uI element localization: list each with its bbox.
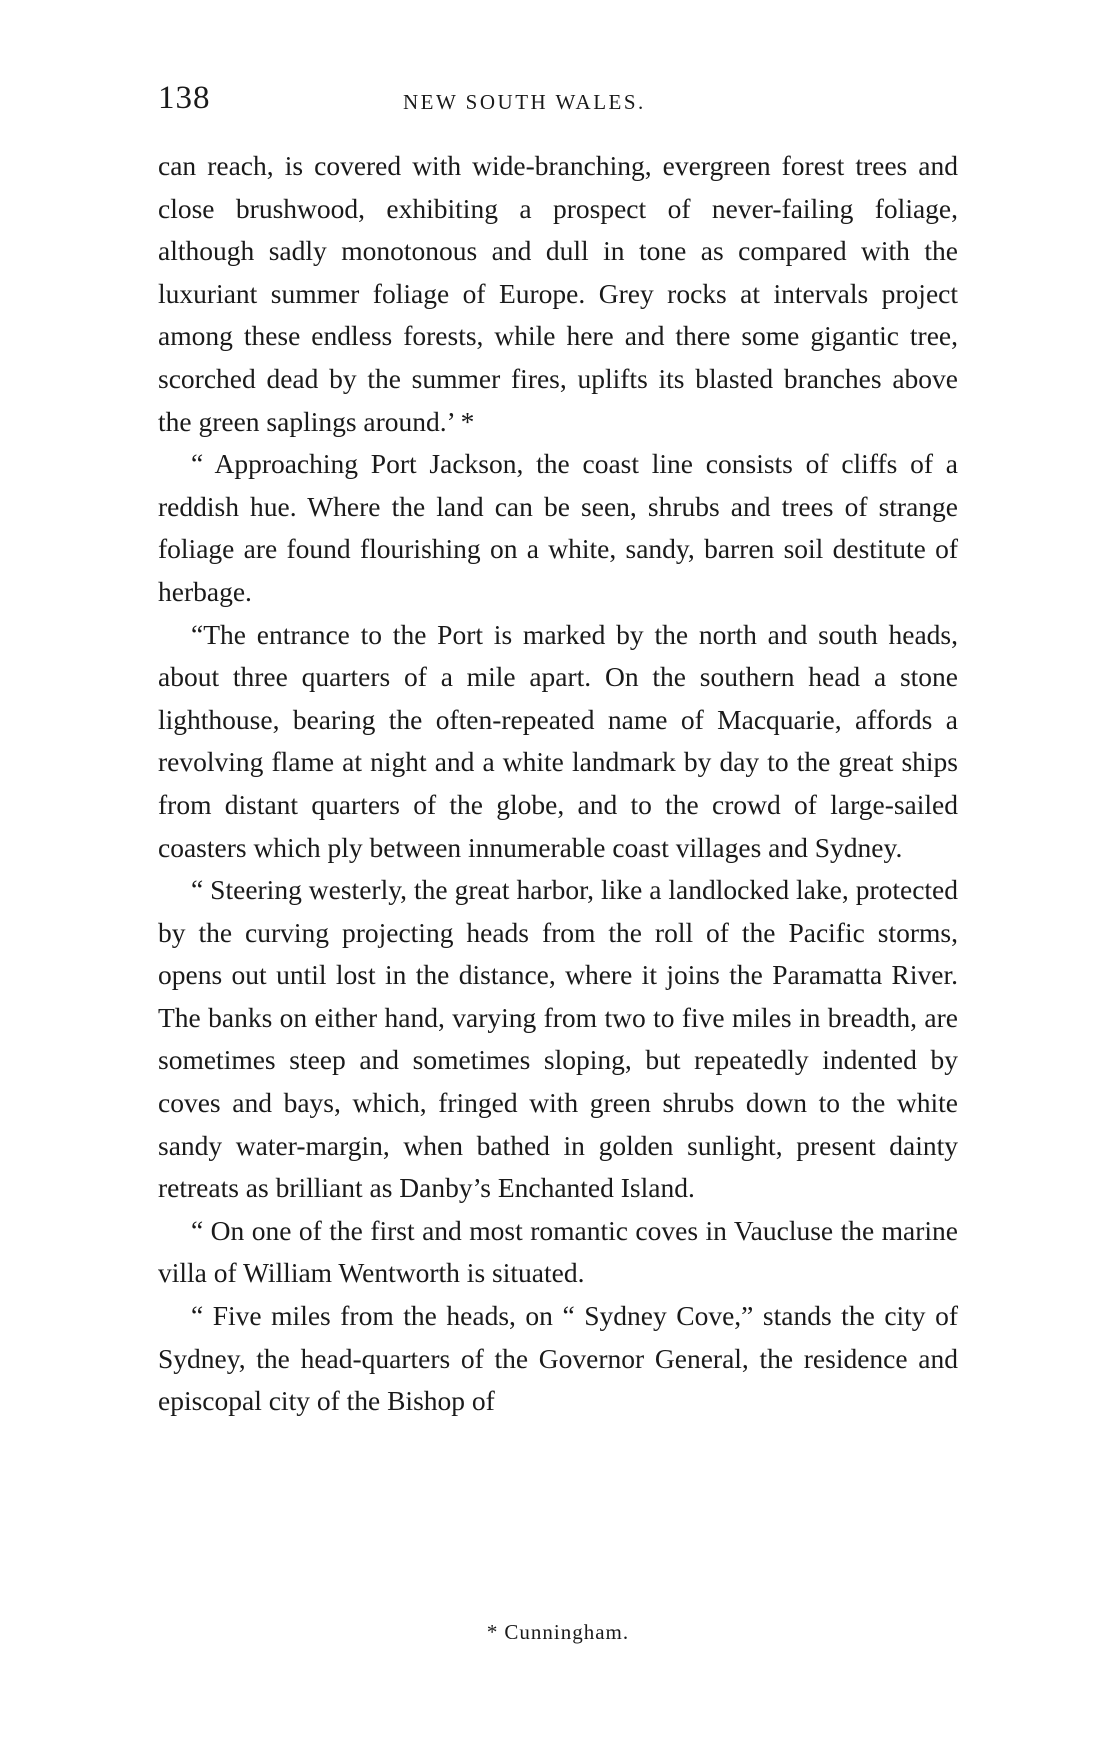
paragraph: “ Steering westerly, the great harbor, like a landlocked lake, protected by the curving projecting heads from the roll of the Pacific storms, opens out until lost in the distance, where it joins the Paramatta River. The banks on either hand, varying from two to five miles in breadth, are sometimes steep and sometimes sloping, but repeatedly indented by coves and bays, which, fringed with green shrubs down to the white sandy water-margin, when bathed in golden sunlight, present dainty retreats as brilliant as Danby’s Enchanted Island. — [158, 874, 958, 1204]
paragraph: “The entrance to the Port is marked by the north and south heads, about three quarters of a mile apart. On the southern head a stone lighthouse, bearing the often-repeated name of Macquarie, affords a revolving flame at night and a white landmark by day to the great ships from distant quarters of the globe, and to the crowd of large-sailed coasters which ply between innumerable coast villages and Sydney. — [158, 618, 958, 863]
running-head: NEW SOUTH WALES. — [403, 90, 646, 114]
footnote — [158, 1620, 958, 1645]
page-header — [158, 80, 958, 124]
paragraph: “ Five miles from the heads, on “ Sydney Cove,” stands the city of Sydney, the head-quarters of the Governor General, the residence and episcopal city of the Bishop of — [158, 1300, 958, 1417]
page-number: 138 — [158, 80, 211, 116]
footnote-text: Cunningham. — [504, 1620, 630, 1644]
paragraph: “ On one of the first and most romantic coves in Vaucluse the marine villa of William Wentworth is situated. — [158, 1214, 958, 1289]
footnote-mark: * — [486, 1620, 499, 1644]
paragraph: can reach, is covered with wide-branching, evergreen forest trees and close brushwood, exhibiting a prospect of never-failing foliage, although sadly monotonous and dull in tone as compared with the luxuriant summer foliage of Europe. Grey rocks at intervals project among these endless forests, while here and there some gigantic tree, scorched dead by the summer fires, uplifts its blasted branches above the green saplings around.’ * — [158, 150, 958, 437]
body-text — [158, 145, 958, 1423]
paragraph: “ Approaching Port Jackson, the coast line consists of cliffs of a reddish hue. Where the land can be seen, shrubs and trees of strange foliage are found flourishing on a white, sandy, barren soil destitute of herbage. — [158, 448, 958, 607]
